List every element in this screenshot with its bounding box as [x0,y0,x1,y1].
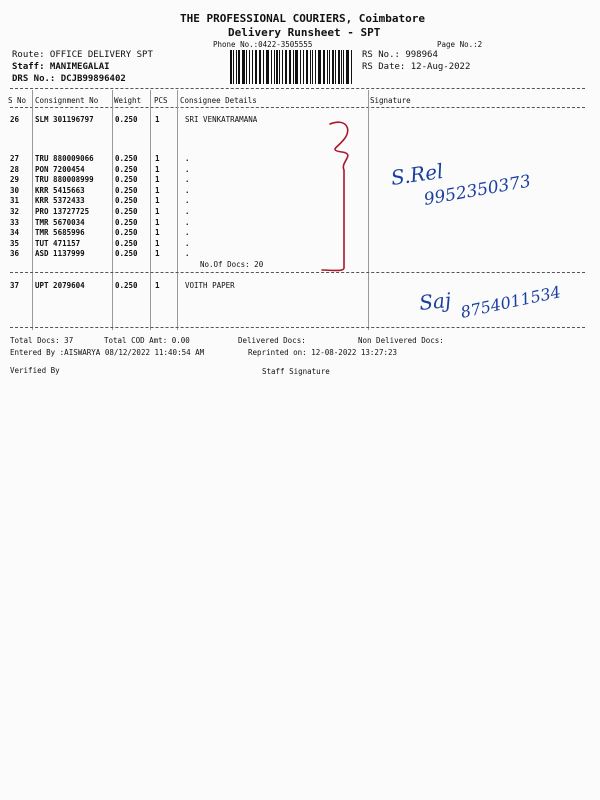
row-consignee: . [185,185,190,195]
col-pcs: PCS [154,96,168,105]
row-weight: 0.250 [115,238,138,248]
row-consignee: . [185,228,190,238]
phone-number: Phone No.:0422-3505555 [213,40,313,49]
staff-signature: Staff Signature [262,367,330,376]
delivered-docs: Delivered Docs: [238,336,306,345]
row-sno: 34 [10,228,20,238]
row-consignment: TUT 471157 [35,238,81,248]
row-weight: 0.250 [115,196,138,206]
total-cod: Total COD Amt: 0.00 [104,336,190,345]
row-weight: 0.250 [115,207,138,216]
col-signature: Signature [370,96,411,105]
row-sno: 36 [10,249,20,259]
staff: Staff: MANIMEGALAI [12,62,110,72]
company-name: THE PROFESSIONAL COURIERS, Coimbatore [180,12,426,25]
row-weight: 0.250 [115,154,138,163]
row-weight: 0.250 [115,249,138,259]
row-consignment: SLM 301196797 [35,115,94,124]
row-pcs: 1 [155,115,160,124]
row-pcs: 1 [155,154,160,163]
verified-by: Verified By [10,366,60,375]
no-of-docs: No.Of Docs: 20 [200,260,264,269]
row-consignee: . [185,154,190,163]
row-sno: 32 [10,207,20,216]
row-consignee: . [185,175,190,185]
row-pcs: 1 [155,249,160,259]
drs-number: DRS No.: DCJB99896402 [12,74,126,84]
row-consignee: VOITH PAPER [185,281,235,290]
row-pcs: 1 [155,175,160,185]
row-consignee: . [185,196,190,206]
row-sno: 33 [10,217,20,227]
entered-by: Entered By :AISWARYA 08/12/2022 11:40:54 AM [10,348,205,357]
row-consignment: PRO 13727725 [35,207,90,216]
row-weight: 0.250 [115,175,138,185]
row-consignment: TRU 880009066 [35,154,94,163]
row-sno: 35 [10,238,20,248]
row-weight: 0.250 [115,217,138,227]
row-sno: 28 [10,164,20,174]
row-consignee: . [185,238,190,248]
row-pcs: 1 [155,281,160,290]
route: Route: OFFICE DELIVERY SPT [12,50,153,60]
row-pcs: 1 [155,217,160,227]
row-consignment: UPT 2079604 [35,281,85,290]
col-sno: S No [8,96,27,105]
row-pcs: 1 [155,238,160,248]
col-weight: Weight [114,96,142,105]
row-consignment: TRU 880008999 [35,175,94,185]
row-weight: 0.250 [115,185,138,195]
row-weight: 0.250 [115,228,138,238]
total-docs: Total Docs: 37 [10,336,74,345]
row-pcs: 1 [155,228,160,238]
rs-number: RS No.: 998964 [362,50,438,60]
row-consignee: . [185,164,190,174]
row-sno: 31 [10,196,20,206]
row-consignment: KRR 5372433 [35,196,85,206]
row-consignee: SRI VENKATRAMANA [185,115,258,124]
row-pcs: 1 [155,196,160,206]
row-consignee: . [185,207,190,216]
sig2-phone: 8754011534 [458,282,563,322]
non-delivered-docs: Non Delivered Docs: [358,336,444,345]
row-consignment: TMR 5685996 [35,228,85,238]
red-bracket-mark [322,122,348,270]
col-consignment: Consignment No [35,96,99,105]
col-consignee: Consignee Details [180,96,257,105]
row-sno: 26 [10,115,20,124]
row-pcs: 1 [155,164,160,174]
row-sno: 30 [10,185,20,195]
rs-date: RS Date: 12-Aug-2022 [362,62,471,72]
reprinted-on: Reprinted on: 12-08-2022 13:27:23 [248,348,398,357]
sig1-initials: S.Rel [389,158,445,190]
row-consignee: . [185,217,190,227]
runsheet-title: Delivery Runsheet - SPT [228,26,381,39]
sig2-initials: Saj [418,287,453,315]
row-weight: 0.250 [115,115,138,124]
sig1-phone: 9952350373 [422,171,533,210]
row-consignment: TMR 5670034 [35,217,85,227]
row-sno: 29 [10,175,20,185]
row-pcs: 1 [155,207,160,216]
row-consignment: PON 7200454 [35,164,85,174]
row-sno: 37 [10,281,20,290]
row-weight: 0.250 [115,164,138,174]
row-pcs: 1 [155,185,160,195]
row-consignee: . [185,249,190,259]
row-sno: 27 [10,154,20,163]
row-consignment: KRR 5415663 [35,185,85,195]
page-number: Page No.:2 [437,40,483,49]
row-weight: 0.250 [115,281,138,290]
row-consignment: ASD 1137999 [35,249,85,259]
